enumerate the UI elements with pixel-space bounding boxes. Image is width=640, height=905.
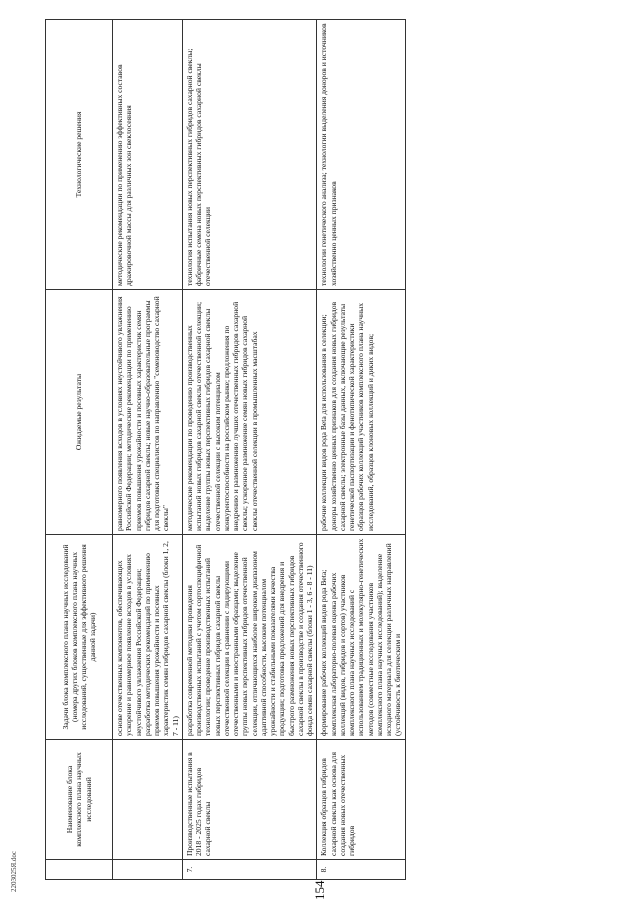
cell-results: методические рекомендации по проведению производственных испытаний новых гибридов сахарной свеклы отечественной селекции; выделение группы новых перспективных гибридов сахарной свеклы отечественной селекции с высоким потенциалом конкурентоспособности на российском рынке; предложения по внедрению и размножению лучших отечественных гибридов сахарной свеклы; ускоренное размножение семян новых гибридов сахарной свеклы отечественной селекции в промышленных масштабах [182, 290, 317, 535]
cell-tech: методические рекомендации по применению эффективных составов дражировочной массы для различных зон свеклосеяния [113, 20, 183, 290]
header-tasks: Задачи блока комплексного плана научных исследований (номера других блоков комплексного плана научных исследований, существенные для эффективного решения данной задачи) [46, 535, 113, 740]
cell-num: 7. [182, 860, 317, 880]
cell-tech: технологии генетического анализа; технологии выделения доноров и источников хозяйственно ценных признаков [317, 20, 405, 290]
header-block-name: Наименование блока комплексного плана научных исследований [46, 740, 113, 860]
cell-results: рабочие коллекции видов рода Beta для использования в селекции; доноры хозяйственно ценных признаков для создания новых гибридов сахарной свеклы; электронные базы данных, включающие результаты генетической паспортизации и фенотипической характеристики образцов рабочих коллекций участников комплексного плана научных исследований, образцов клоновых коллекций и диких видов; [317, 290, 405, 535]
header-num [46, 860, 113, 880]
header-results: Ожидаемые результаты [46, 290, 113, 535]
table-row [182, 20, 317, 880]
footer-document-code: 2203025Я.doc [10, 850, 18, 892]
page-number: 154 [312, 880, 327, 900]
cell-tasks: разработка современной методики проведения производственных испытаний с учетом сортоспецифичной технологии; проведение производственных испытаний новых перспективных гибридов сахарной свеклы отечественной селекции в сравнении с лидирующими отечественными и иностранными образцами; выделение группы новых перспективных гибридов отечественной селекции, отличающихся наиболее широким диапазоном адаптивной способности, высоким потенциалом урожайности и стабильными показателями качества продукции; подготовка предложений для внедрения и быстрого размножения новых перспективных гибридов сахарной свеклы в производстве и создания отечественного фонда семян сахарной свеклы (блоки 1 - 3, 6 - 8 - 11) [182, 535, 317, 740]
research-plan-table [45, 19, 406, 880]
cell-tech: технология испытания новых перспективных гибридов сахарной свеклы; фабричные семена новых перспективных гибридов сахарной свеклы отечественной селекции [182, 20, 317, 290]
table-row-continuation [113, 20, 183, 880]
table-row [317, 20, 405, 880]
rotated-table-container [45, 20, 635, 880]
cell-name [113, 740, 183, 860]
cell-results: равномерного появления всходов в условиях неустойчивого увлажнения Российской Федерации; методические рекомендации по применению приемов повышения урожайности и посевных характеристик семян гибридов сахарной свеклы; новые научно-образовательные программы для подготовки специалистов по направлению "семеноводство сахарной свеклы" [113, 290, 183, 535]
cell-num: 8. [317, 860, 405, 880]
header-tech-solutions: Технологические решения [46, 20, 113, 290]
cell-tasks: основе отечественных компонентов, обеспечивающих ускорение и равномерное появление всходов в условиях неустойчивого увлажнения Российской Федерации; разработка методических рекомендаций по применению приемов повышения урожайности и посевных характеристик семян гибридов сахарной свеклы (блоки 1, 2, 7 - 11) [113, 535, 183, 740]
cell-name: Коллекция образцов гибридов сахарной свеклы как основа для создания новых отечественных гибридов [317, 740, 405, 860]
table-header-row [46, 20, 113, 880]
cell-tasks: формирование рабочих коллекций видов рода Beta; комплексная лабораторно-полевая оценка рабочих коллекций (видов, гибридов и сортов) участников комплексного плана научных исследований с использованием традиционных и молекулярно-генетических методов (совместные исследования участников комплексного плана научных исследований); выделение исходного материала для селекции различных направлений (устойчивость к биотическим и [317, 535, 405, 740]
cell-num [113, 860, 183, 880]
cell-name: Производственные испытания в 2018 - 2025 годах гибридов сахарной свеклы [182, 740, 317, 860]
